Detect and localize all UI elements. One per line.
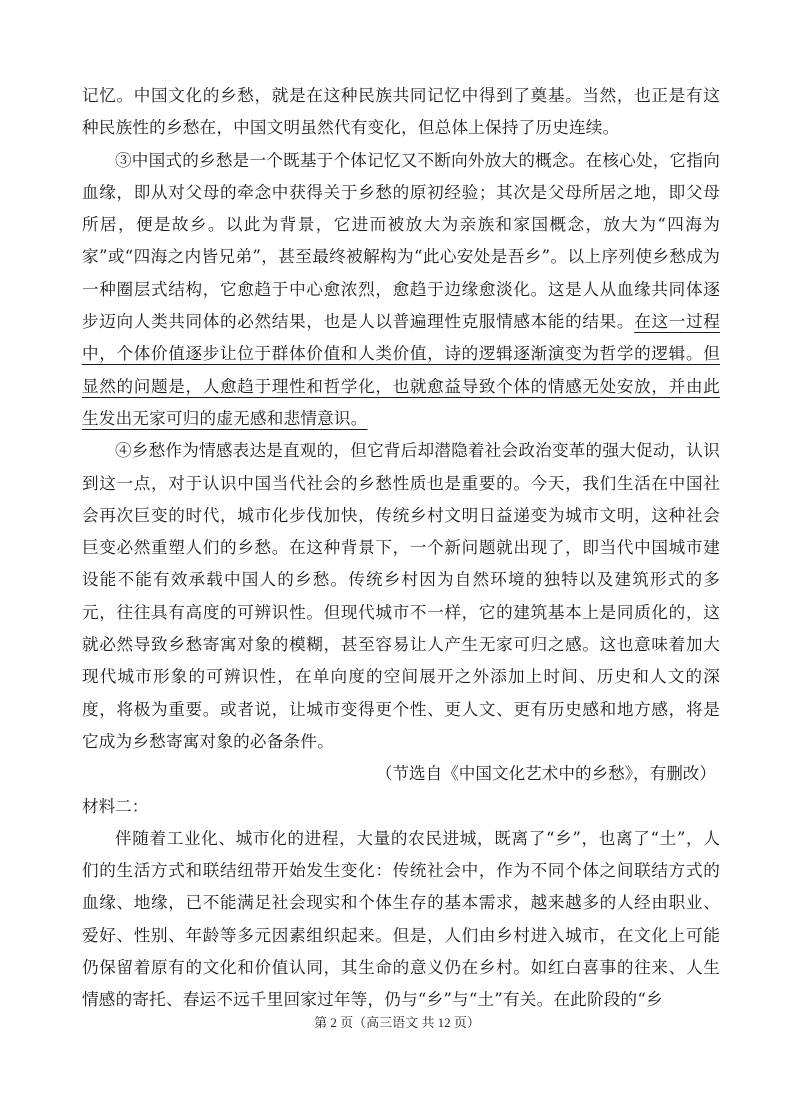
page-footer: 第 2 页（高三语文 共 12 页） <box>314 1015 480 1030</box>
paragraph-3-underlined-text: 在这一过程中，个体价值逐步让位于群体价值和人类价值，诗的逻辑逐渐演变为哲学的逻辑。但显然的问题是，人愈趋于理性和哲学化，也就愈益导致个体的情感无处安放，并由此生发出无家可归的虚无感和悲情意识。 <box>82 312 721 428</box>
document-page <box>82 80 720 1017</box>
paragraph-4: ④乡愁作为情感表达是直观的，但它背后却潜隐着社会政治变革的强大促动，认识到这一点，对于认识中国当代社会的乡愁性质也是重要的。今天，我们生活在中国社会再次巨变的时代，城市化步伐加快，传统乡村文明日益递变为城市文明，这种社会巨变必然重塑人们的乡愁。在这种背景下，一个新问题就出现了，即当代中国城市建设能不能有效承载中国人的乡愁。传统乡村因为自然环境的独特以及建筑形式的多元，往往具有高度的可辨识性。但现代城市不一样，它的建筑基本上是同质化的，这就必然导致乡愁寄寓对象的模糊，甚至容易让人产生无家可归之感。这也意味着加大现代城市形象的可辨识性，在单向度的空间展开之外添加上时间、历史和人文的深度，将极为重要。或者说，让城市变得更个性、更人文、更有历史感和地方感，将是它成为乡愁寄寓对象的必备条件。 <box>82 441 720 751</box>
paragraph-material-two: 伴随着工业化、城市化的进程，大量的农民进城，既离了“乡”，也离了“土”，人们的生活方式和联结纽带开始发生变化：传统社会中，作为不同个体之间联结方式的血缘、地缘，已不能满足社会现实和个体生存的基本需求，越来越多的人经由职业、爱好、性别、年龄等多元因素组织起来。但是，人们由乡村进入城市，在文化上可能仍保留着原有的文化和价值认同，其生命的意义仍在乡村。如红白喜事的往来、人生情感的寄托、春运不远千里回家过年等，仍与“乡”与“土”有关。在此阶段的“乡 <box>82 828 720 1010</box>
paragraph-3 <box>82 145 720 436</box>
source-citation: （节选自《中国文化艺术中的乡愁》，有删改） <box>375 764 716 784</box>
material-two-heading: 材料二： <box>82 796 149 816</box>
paragraph-3-text: ③中国式的乡愁是一个既基于个体记忆又不断向外放大的概念。在核心处，它指向血缘，即从对父母的牵念中获得关于乡愁的原初经验；其次是父母所居之地，即父母所居，便是故乡。以此为背景，它进而被放大为亲族和家国概念，放大为“四海为家”或“四海之内皆兄弟”，甚至最终被解构为“此心安处是吾乡”。以上序列使乡愁成为一种圈层式结构，它愈趋于中心愈浓烈，愈趋于边缘愈淡化。这是人从血缘共同体逐步迈向人类共同体的必然结果，也是人以普遍理性克服情感本能的结果。 <box>82 150 720 332</box>
paragraph-memory-continuation: 记忆。中国文化的乡愁，就是在这种民族共同记忆中得到了奠基。当然，也正是有这种民族性的乡愁在，中国文明虽然代有变化，但总体上保持了历史连续。 <box>82 86 720 138</box>
